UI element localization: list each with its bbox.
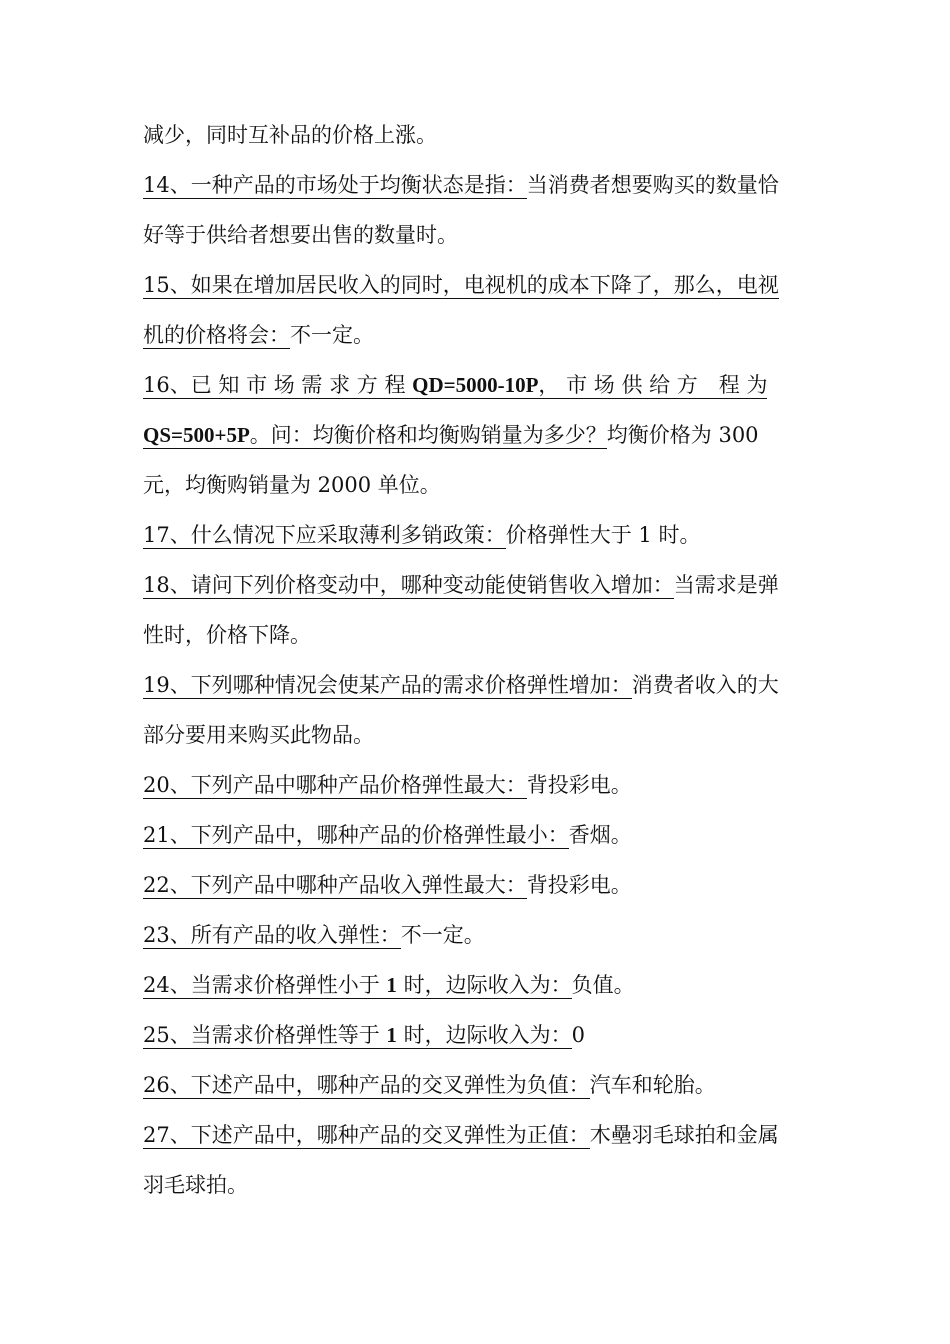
question-text: 。问：均衡价格和均衡购销量为多少？ [249,423,607,447]
text-line [143,717,808,753]
question-text: 25、当需求价格弹性等于 [143,1023,387,1047]
answer-text: 价格弹性大于 1 时。 [505,523,701,547]
question-text: 14、一种产品的市场处于均衡状态是指： [143,173,527,197]
question-text: 17、什么情况下应采取薄利多销政策： [143,523,506,547]
answer-text: 元，均衡购销量为 2000 单位。 [143,473,441,497]
text-line [143,117,808,153]
text-line [143,1167,808,1203]
answer-text: 背投彩电。 [526,873,632,897]
question-25 [143,1017,808,1053]
question-21 [143,817,808,853]
answer-text: 汽车和轮胎。 [589,1073,716,1097]
question-23 [143,917,808,953]
bold-number: 1 [386,973,397,997]
question-24 [143,967,808,1003]
question-text: 26、下述产品中，哪种产品的交叉弹性为负值： [143,1073,590,1097]
answer-text: 均衡价格为 300 [606,423,759,447]
question-text: 机的价格将会： [143,323,290,347]
answer-text: 羽毛球拍。 [143,1173,248,1197]
text-line [143,417,808,453]
question-22 [143,867,808,903]
answer-text: 木壘羽毛球拍和金属 [589,1123,779,1147]
answer-text: 减少，同时互补品的价格上涨。 [143,123,437,147]
answer-text: 负值。 [571,973,635,997]
bold-number: 1 [386,1023,397,1047]
answer-text: 性时，价格下降。 [143,623,311,647]
answer-text: 不一定。 [400,923,485,947]
answer-text: 不一定。 [290,323,374,347]
question-text: 时，边际收入为： [396,973,572,997]
question-16 [143,367,808,403]
question-20 [143,767,808,803]
text-line [143,617,808,653]
question-14 [143,167,808,203]
answer-text: 好等于供给者想要出售的数量时。 [143,223,458,247]
question-27 [143,1117,808,1153]
question-text: 22、下列产品中哪种产品收入弹性最大： [143,873,527,897]
question-text: 24、当需求价格弹性小于 [143,973,387,997]
answer-text: 香烟。 [568,823,632,847]
question-text: 27、下述产品中，哪种产品的交叉弹性为正值： [143,1123,590,1147]
question-26 [143,1067,808,1103]
question-text: 19、下列哪种情况会使某产品的需求价格弹性增加： [143,673,632,697]
question-18 [143,567,808,603]
answer-text: 消费者收入的大 [631,673,779,697]
text-line [143,217,808,253]
question-17 [143,517,808,553]
question-text: 时，边际收入为： [396,1023,572,1047]
text-line [143,317,808,353]
answer-text: 0 [571,1023,585,1047]
question-15 [143,267,808,303]
question-text: 20、下列产品中哪种产品价格弹性最大： [143,773,527,797]
text-line [143,467,808,503]
question-text: 16、已 知 市 场 需 求 方 程 [143,373,413,397]
answer-text: 当需求是弹 [673,573,779,597]
answer-text: 部分要用来购买此物品。 [143,723,374,747]
question-text: 21、下列产品中，哪种产品的价格弹性最小： [143,823,569,847]
answer-text: 背投彩电。 [526,773,632,797]
answer-text: 当消费者想要购买的数量恰 [526,173,779,197]
question-text: 15、如果在增加居民收入的同时，电视机的成本下降了，那么，电视 [143,273,779,297]
question-text: ， 市 场 供 给 方 程 为 [538,373,768,397]
equation-supply: QS=500+5P [143,423,250,447]
equation-demand: QD=5000-10P [412,373,539,397]
question-19 [143,667,808,703]
question-text: 23、所有产品的收入弹性： [143,923,401,947]
question-text: 18、请问下列价格变动中，哪种变动能使销售收入增加： [143,573,674,597]
